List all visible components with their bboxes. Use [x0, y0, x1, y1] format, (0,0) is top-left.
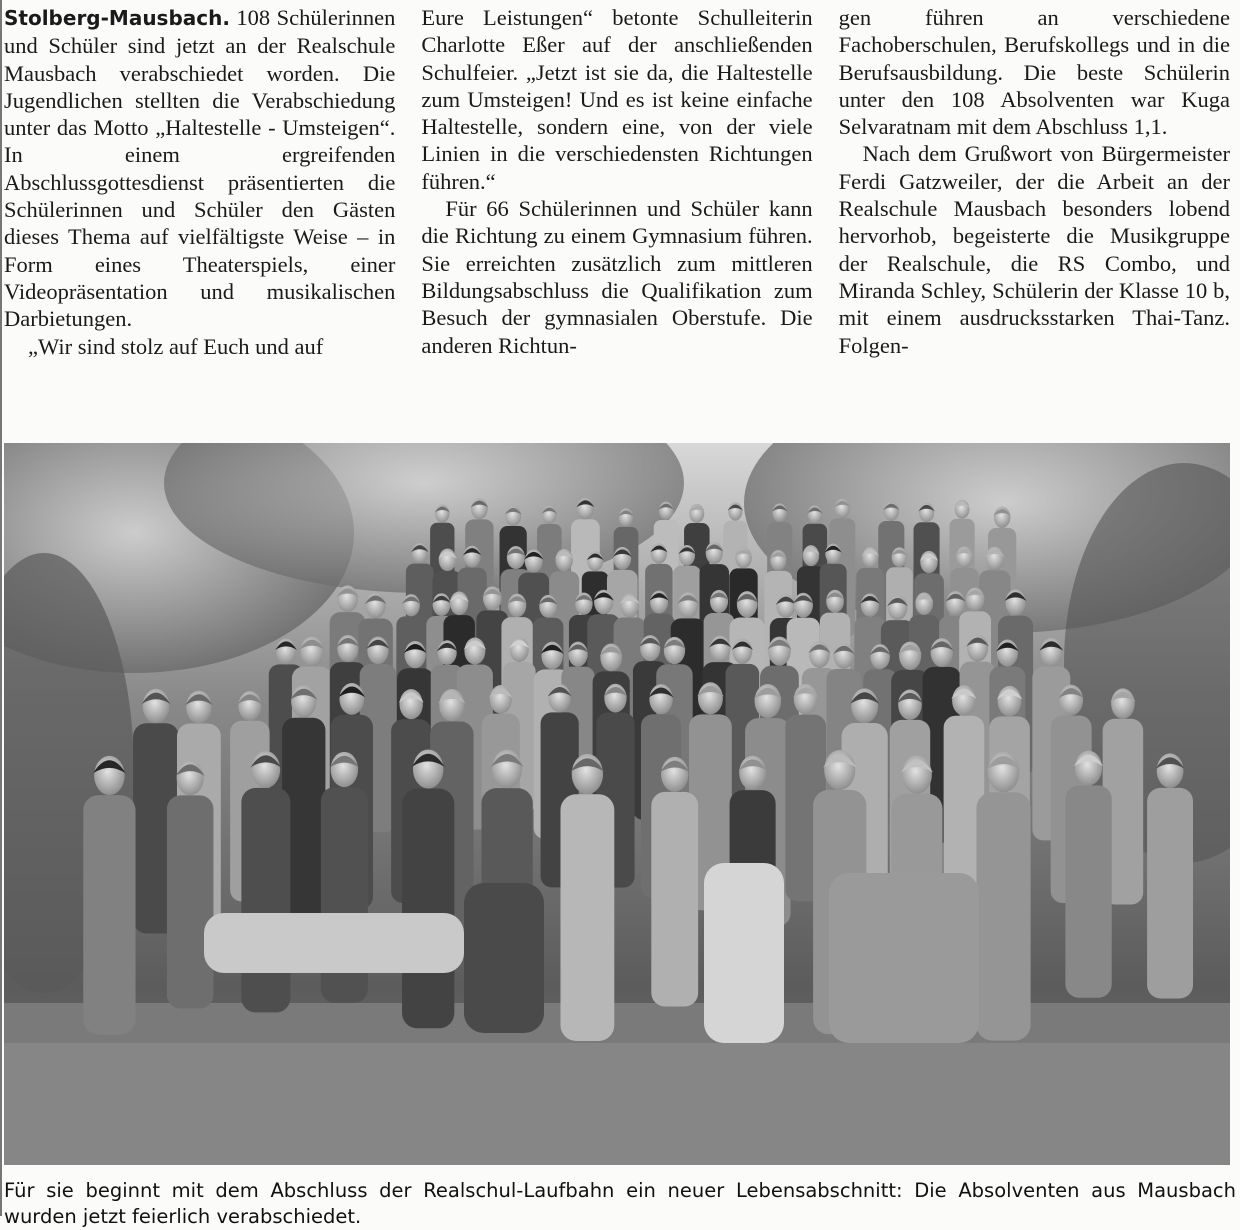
paragraph: Eure Leistungen“ betonte Schulleiterin Charlotte Eßer auf der anschließenden Schulfeier. „Jetzt ist sie da, die Haltestelle zum Umsteigen! Und es ist keine einfache Haltestelle, sondern eine, von der viele Linien in die verschiedensten Richtungen führen.“	[421, 5, 813, 194]
person-body	[976, 792, 1030, 1040]
article-column-1	[4, 4, 395, 414]
dateline: Stolberg-Mausbach.	[4, 6, 230, 30]
front-person	[464, 883, 544, 1033]
front-person	[704, 863, 784, 1043]
person-body	[1147, 788, 1193, 999]
article-column-2	[421, 4, 812, 414]
front-person	[204, 913, 464, 973]
person-body	[167, 795, 214, 1008]
paragraph: Für 66 Schülerinnen und Schüler kann die Richtung zu einem Gymnasium führen. Sie erreichten zusätzlich zum mittleren Bildungsabschluss die Qualifikation zum Besuch der gymnasialen Oberstufe. Die anderen Richtun-	[421, 196, 813, 358]
front-person	[829, 873, 979, 1043]
paragraph: „Wir sind stolz auf Euch und auf	[28, 333, 324, 359]
group-photo	[4, 443, 1230, 1165]
person-body	[402, 789, 454, 1029]
person-body	[241, 788, 290, 1013]
paragraph-text: 108 Schülerinnen und Schüler sind jetzt an der Realschule Mausbach verabschiedet worden. Die Jugendlichen stellten die Verabschiedung unter das Motto „Haltestelle - Umsteigen“. In einem ergreifenden Abschlussgottesdienst präsentierten die Schülerinnen und Schüler den Gästen dieses Thema auf vielfältigste Weise – in Form eines Theaterspiels, einer Videopräsentation und musikalischen Darbietungen.	[4, 5, 396, 332]
person-body	[560, 794, 614, 1041]
paragraph: Nach dem Grußwort von Bürgermeister Ferdi Gatzweiler, der die Arbeit an der Realschule Mausbach besonders lobend hervorhob, begeisterte die Musikgruppe der Realschule, die RS Combo, und Miranda Schley, Schülerin der Klasse 10 b, mit einem ausdrucksstarken Thai-Tanz. Folgen-	[838, 141, 1230, 358]
person-body	[651, 792, 698, 1007]
article-columns	[4, 4, 1230, 414]
paragraph: gen führen an verschiedene Fachoberschulen, Berufskollegs und in die Berufsausbildung. Die beste Schülerin unter den 108 Absolventen war Kuga Selvaratnam mit dem Abschluss 1,1.	[838, 5, 1230, 140]
article-column-3	[839, 4, 1230, 414]
person-body	[83, 795, 135, 1035]
photo-caption: Für sie beginnt mit dem Abschluss der Realschul-Laufbahn ein neuer Lebensabschnitt: Die Absolventen aus Mausbach wurden jetzt feierlich verabschiedet.	[4, 1179, 1236, 1228]
paragraph	[4, 4, 395, 333]
person-body	[1065, 785, 1111, 997]
group-photo-image	[4, 443, 1230, 1165]
